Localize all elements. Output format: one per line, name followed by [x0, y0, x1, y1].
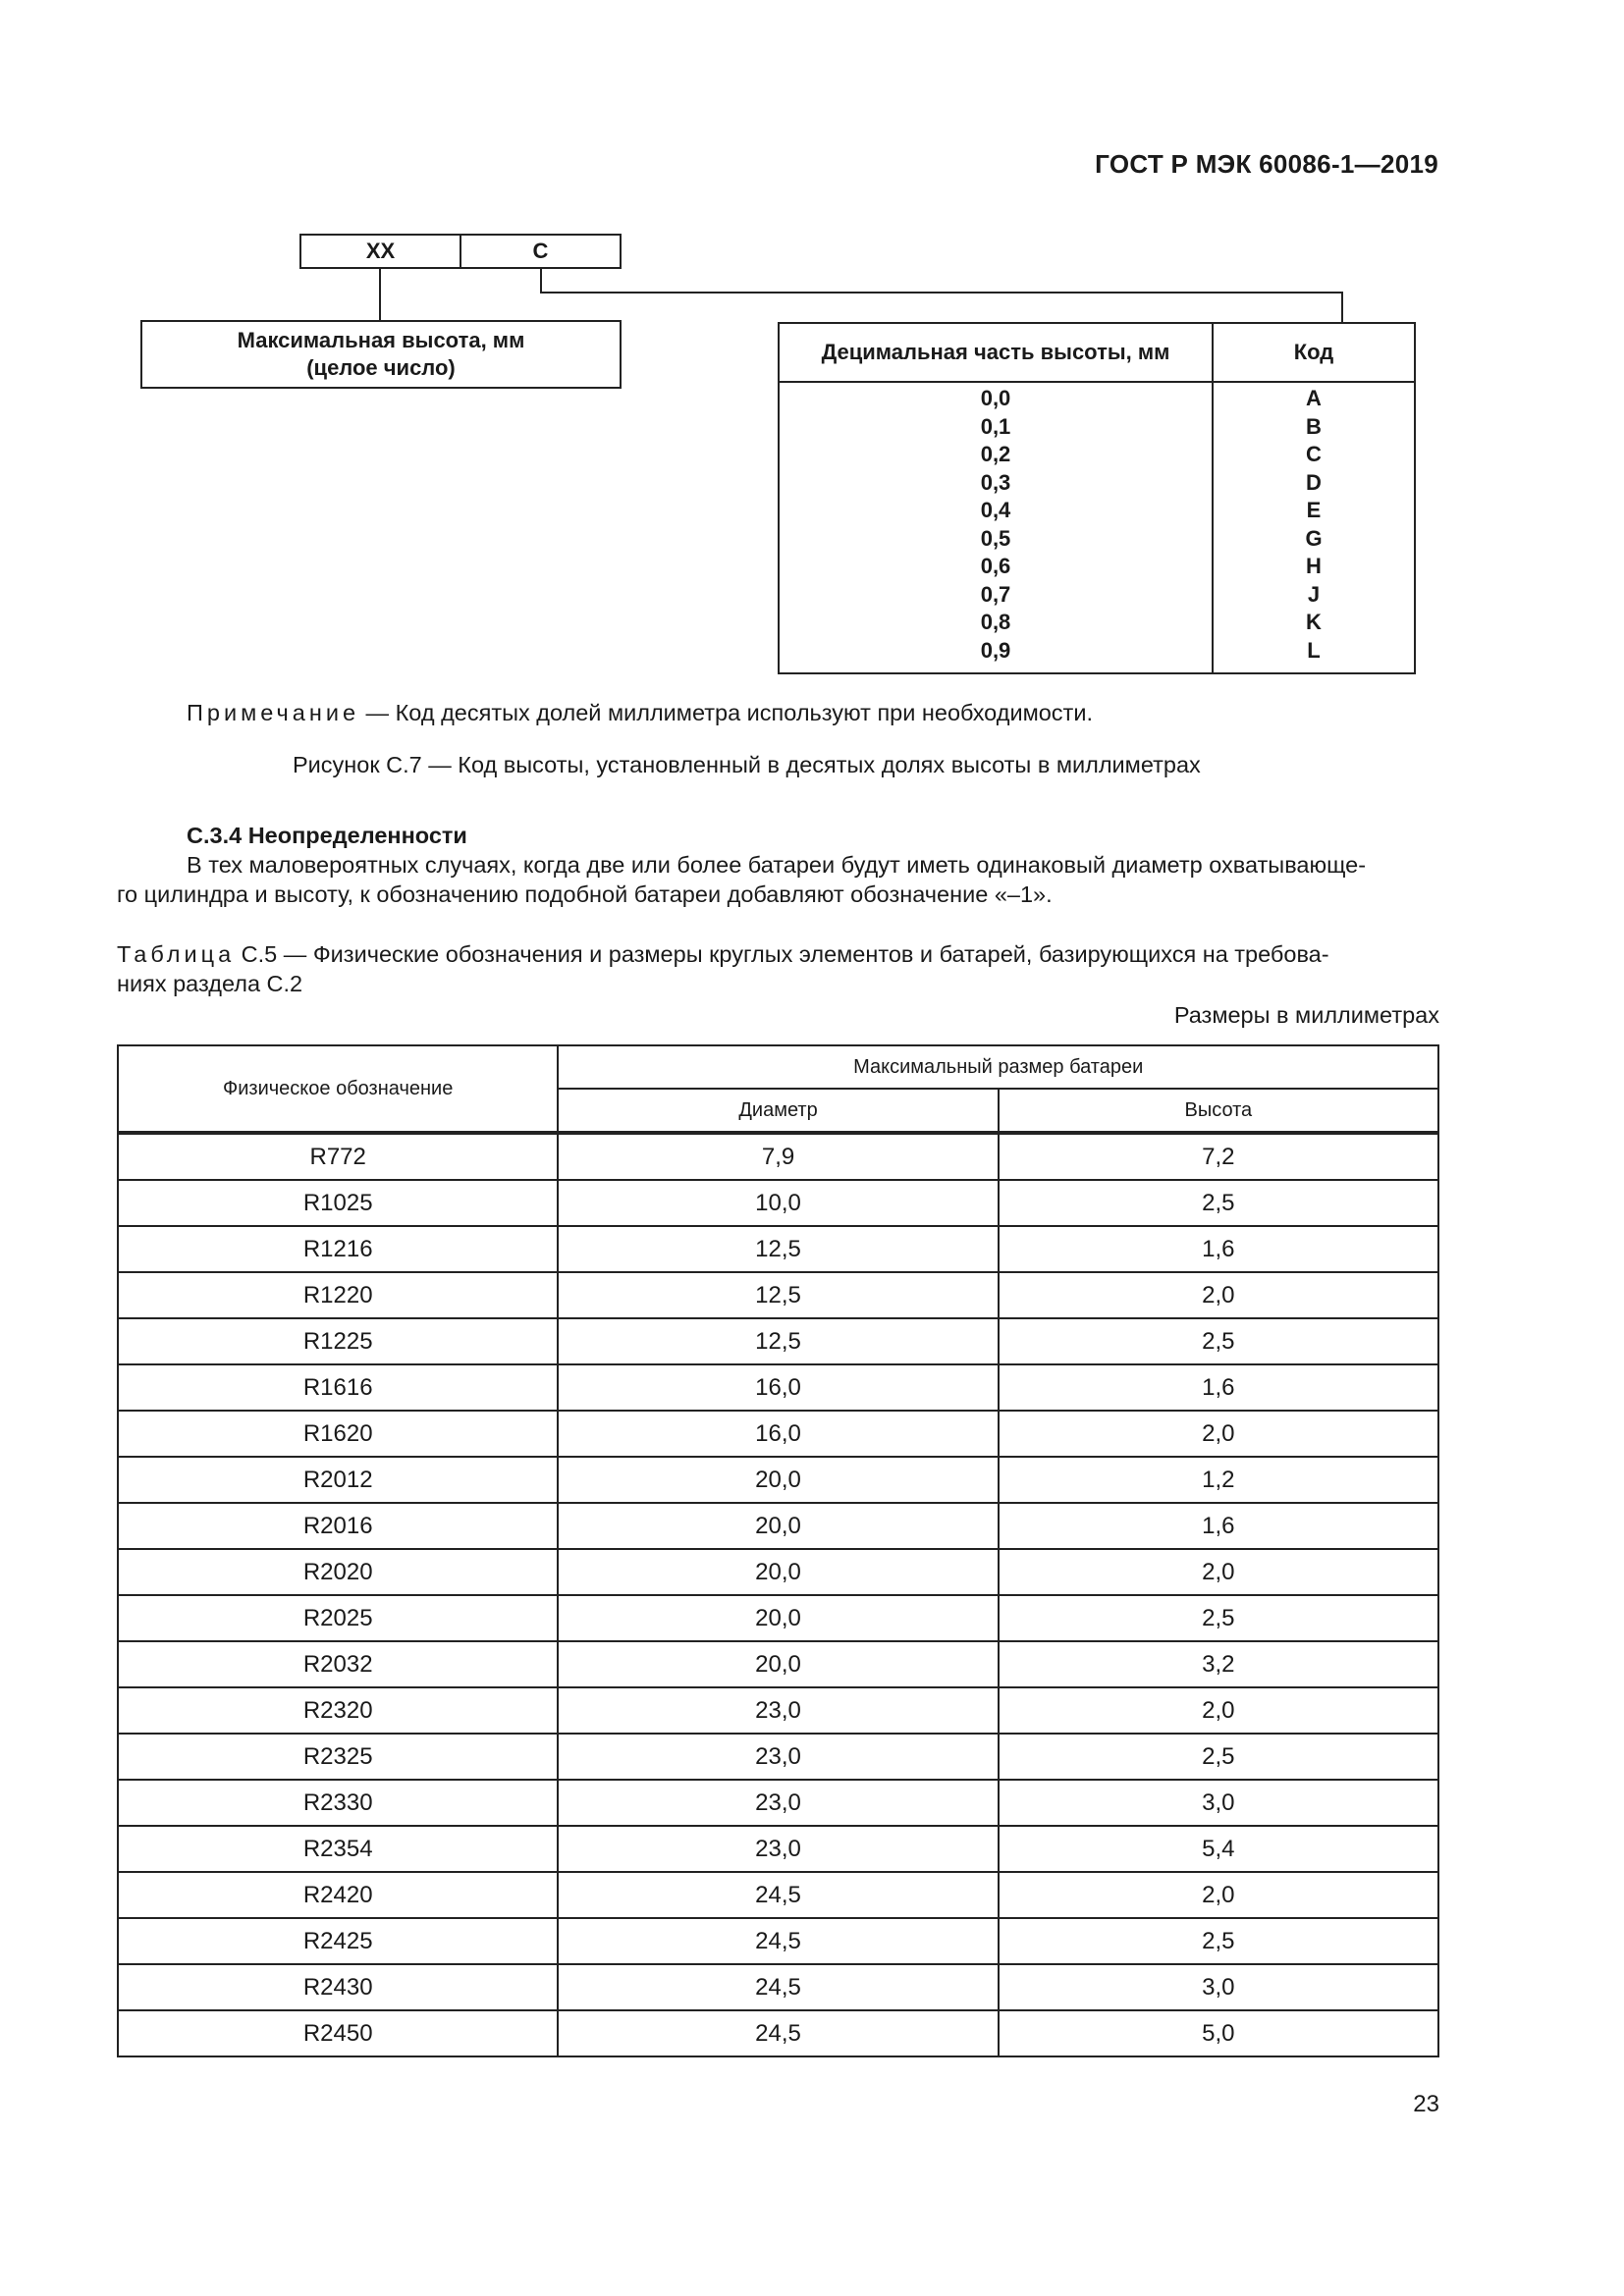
height-cell: 1,6 [999, 1226, 1438, 1272]
decimal-value: 0,2 [980, 442, 1011, 466]
height-cell: 2,0 [999, 1549, 1438, 1595]
document-header-title: ГОСТ Р МЭК 60086-1—2019 [1095, 149, 1438, 179]
header-max-battery-size: Максимальный размер батареи [558, 1045, 1438, 1089]
code-letter: B [1306, 413, 1322, 439]
code-letter: C [1306, 442, 1322, 466]
designation-cell: R2320 [118, 1687, 558, 1734]
decimal-value: 0,4 [980, 498, 1011, 522]
code-letter: J [1307, 581, 1321, 607]
diameter-cell: 12,5 [558, 1272, 998, 1318]
decimal-value: 0,6 [980, 554, 1011, 578]
decimal-value: 0,7 [980, 581, 1011, 607]
height-cell: 1,6 [999, 1503, 1438, 1549]
height-cell: 3,2 [999, 1641, 1438, 1687]
page-number: 23 [1413, 2091, 1439, 2117]
decimal-value: 0,5 [980, 525, 1011, 551]
table-row [118, 1318, 1438, 1364]
table-units: Размеры в миллиметрах [1173, 1002, 1439, 1028]
decimal-value: 0,1 [980, 413, 1011, 439]
height-cell: 7,2 [999, 1133, 1438, 1180]
table-row [118, 1180, 1438, 1226]
connector-line [540, 292, 1343, 294]
figure-caption: Рисунок С.7 — Код высоты, установленный в десятых долях высоты в миллиметрах [293, 752, 1201, 777]
table-row [118, 1826, 1438, 1872]
diameter-cell: 24,5 [558, 1918, 998, 1964]
designation-cell: R2425 [118, 1918, 558, 1964]
designation-cell: R2330 [118, 1780, 558, 1826]
code-letter: H [1306, 554, 1322, 578]
diameter-cell: 10,0 [558, 1180, 998, 1226]
diameter-cell: 24,5 [558, 2010, 998, 2056]
connector-line [1341, 292, 1343, 323]
decimal-value: 0,9 [980, 637, 1011, 663]
battery-dimensions-table [117, 1044, 1439, 2057]
table-row [118, 1411, 1438, 1457]
diameter-cell: 23,0 [558, 1826, 998, 1872]
height-cell: 2,5 [999, 1595, 1438, 1641]
code-box-integer: XX [299, 234, 461, 269]
designation-cell: R2325 [118, 1734, 558, 1780]
diameter-cell: 23,0 [558, 1780, 998, 1826]
diameter-cell: 16,0 [558, 1411, 998, 1457]
table-row [118, 1364, 1438, 1411]
header-physical-designation: Физическое обозначение [118, 1045, 558, 1133]
designation-cell: R2430 [118, 1964, 558, 2010]
diameter-cell: 7,9 [558, 1133, 998, 1180]
table-row [118, 1595, 1438, 1641]
code-letter: A [1306, 386, 1322, 410]
height-cell: 2,0 [999, 1872, 1438, 1918]
designation-cell: R2420 [118, 1872, 558, 1918]
diameter-cell: 20,0 [558, 1641, 998, 1687]
designation-cell: R1616 [118, 1364, 558, 1411]
designation-cell: R2354 [118, 1826, 558, 1872]
table-row [118, 1687, 1438, 1734]
code-letter: E [1306, 498, 1322, 522]
table-row [118, 1457, 1438, 1503]
designation-cell: R1216 [118, 1226, 558, 1272]
decimal-value: 0,3 [980, 469, 1011, 495]
table-row [118, 1549, 1438, 1595]
note-text: — Код десятых долей миллиметра используют при необходимости. [359, 700, 1093, 725]
connector-line [540, 268, 542, 293]
table-caption-label: Таблица [117, 941, 236, 967]
connector-line [379, 268, 381, 321]
table-caption-line2: ниях раздела С.2 [117, 971, 303, 996]
table-row [118, 1272, 1438, 1318]
code-letter: L [1307, 637, 1321, 663]
diameter-cell: 23,0 [558, 1687, 998, 1734]
code-box-decimal: C [460, 234, 622, 269]
height-cell: 2,0 [999, 1272, 1438, 1318]
decimal-values-column [780, 385, 1212, 665]
table-row [118, 1226, 1438, 1272]
designation-cell: R2025 [118, 1595, 558, 1641]
height-cell: 5,0 [999, 2010, 1438, 2056]
table-row [118, 1964, 1438, 2010]
designation-cell: R2012 [118, 1457, 558, 1503]
height-cell: 1,2 [999, 1457, 1438, 1503]
table-row [118, 1918, 1438, 1964]
diameter-cell: 20,0 [558, 1457, 998, 1503]
diameter-cell: 23,0 [558, 1734, 998, 1780]
height-cell: 2,5 [999, 1318, 1438, 1364]
height-cell: 2,0 [999, 1411, 1438, 1457]
designation-cell: R1225 [118, 1318, 558, 1364]
decimal-value: 0,0 [980, 386, 1011, 410]
table-row [118, 1133, 1438, 1180]
diameter-cell: 12,5 [558, 1226, 998, 1272]
table-caption [117, 939, 1329, 969]
designation-cell: R2450 [118, 2010, 558, 2056]
diameter-cell: 20,0 [558, 1503, 998, 1549]
diameter-cell: 24,5 [558, 1872, 998, 1918]
table-row [118, 1503, 1438, 1549]
table-row [118, 1780, 1438, 1826]
height-cell: 2,5 [999, 1180, 1438, 1226]
decimal-value: 0,8 [980, 610, 1011, 634]
header-diameter: Диаметр [558, 1089, 998, 1133]
height-cell: 3,0 [999, 1780, 1438, 1826]
decimal-column-header: Децимальная часть высоты, мм [780, 324, 1212, 383]
table-row [118, 1734, 1438, 1780]
height-cell: 2,5 [999, 1918, 1438, 1964]
diameter-cell: 16,0 [558, 1364, 998, 1411]
section-paragraph-line2: го цилиндра и высоту, к обозначению подобной батареи добавляют обозначение «–1». [117, 881, 1053, 907]
code-letter: D [1306, 469, 1322, 495]
height-cell: 1,6 [999, 1364, 1438, 1411]
designation-cell: R2032 [118, 1641, 558, 1687]
table-caption-text: С.5 — Физические обозначения и размеры круглых элементов и батарей, базирующихся на требова- [235, 941, 1329, 967]
diameter-cell: 20,0 [558, 1595, 998, 1641]
height-cell: 5,4 [999, 1826, 1438, 1872]
diameter-cell: 12,5 [558, 1318, 998, 1364]
table-row [118, 1872, 1438, 1918]
designation-cell: R1620 [118, 1411, 558, 1457]
figure-note [187, 698, 1093, 727]
designation-cell: R1025 [118, 1180, 558, 1226]
code-values-column [1214, 385, 1414, 665]
decimal-code-table [778, 322, 1416, 674]
code-letter: G [1305, 525, 1323, 551]
table-row [118, 1641, 1438, 1687]
designation-cell: R1220 [118, 1272, 558, 1318]
diameter-cell: 20,0 [558, 1549, 998, 1595]
section-paragraph-line1: В тех маловероятных случаях, когда две или более батареи будут иметь одинаковый диаметр охватывающе- [187, 852, 1367, 878]
designation-cell: R772 [118, 1133, 558, 1180]
integer-height-sublabel: (целое число) [306, 355, 456, 380]
designation-cell: R2020 [118, 1549, 558, 1595]
code-letter: K [1306, 610, 1322, 634]
height-cell: 2,0 [999, 1687, 1438, 1734]
diameter-cell: 24,5 [558, 1964, 998, 2010]
designation-cell: R2016 [118, 1503, 558, 1549]
integer-height-label: Максимальная высота, мм [237, 328, 525, 352]
integer-height-box [140, 320, 622, 389]
height-cell: 3,0 [999, 1964, 1438, 2010]
code-column-header: Код [1214, 324, 1414, 383]
header-height: Высота [999, 1089, 1438, 1133]
height-cell: 2,5 [999, 1734, 1438, 1780]
table-row [118, 2010, 1438, 2056]
note-label: Примечание [187, 700, 360, 725]
section-heading: С.3.4 Неопределенности [187, 823, 467, 848]
